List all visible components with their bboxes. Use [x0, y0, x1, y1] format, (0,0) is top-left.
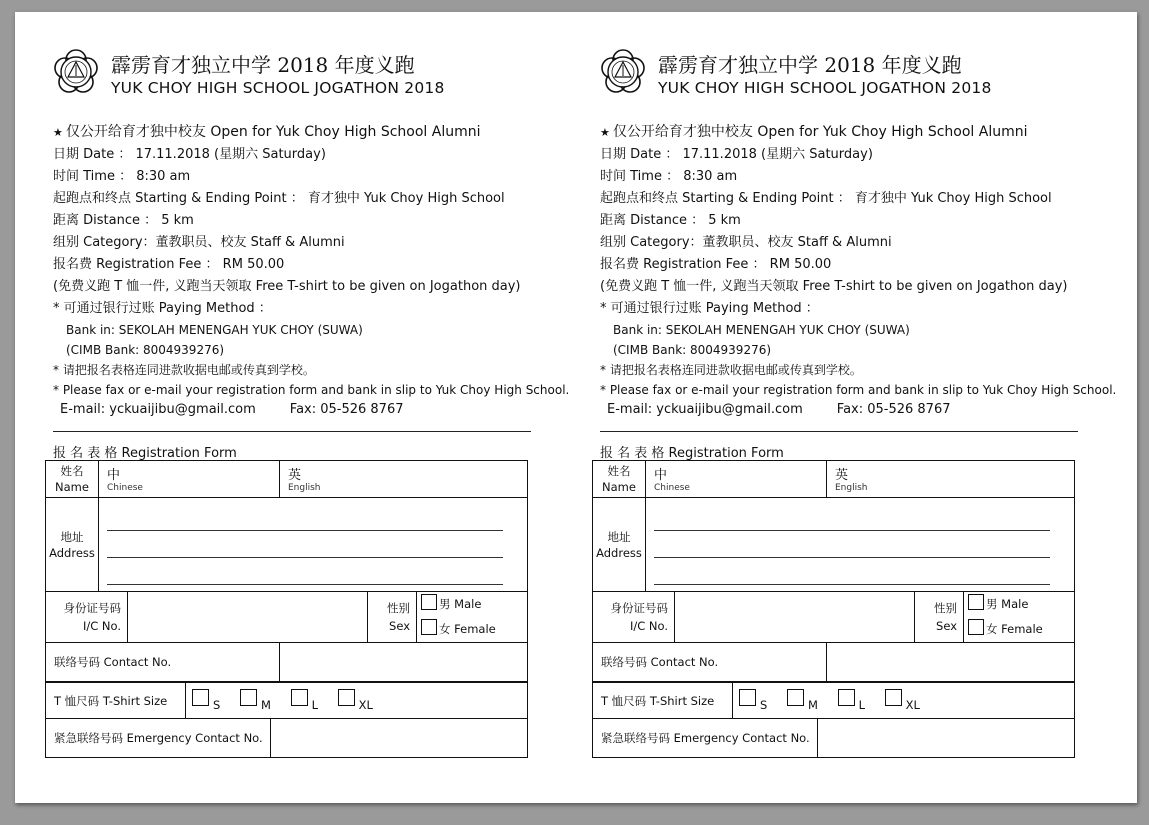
paying-method: * 可通过银行过账 Paying Method ： — [600, 301, 819, 316]
contact-field[interactable] — [827, 643, 1075, 682]
school-logo-icon — [600, 49, 646, 95]
ic-label: 身份证号码 I/C No. — [593, 592, 675, 643]
category-line: 组别 Category：董教职员、校友 Staff & Alumni — [53, 235, 345, 250]
event-info — [600, 120, 1117, 420]
checkbox-icon — [838, 689, 855, 706]
email: E-mail: yckuaijibu@gmail.com — [60, 402, 256, 417]
female-checkbox[interactable]: 女 Female — [968, 617, 1074, 642]
star-icon: ★ — [53, 126, 63, 139]
name-label: 姓名 Name — [46, 461, 99, 498]
fax: Fax: 05-526 8767 — [836, 402, 951, 417]
star-icon: ★ — [600, 126, 610, 139]
sex-label: 性别 Sex — [915, 592, 964, 643]
size-m-checkbox[interactable]: M — [787, 689, 818, 712]
shirt-size-options — [733, 683, 1075, 719]
note-chinese: * 请把报名表格连同进款收据电邮或传真到学校。 — [53, 363, 315, 377]
title-chinese: 霹雳育才独立中学 2018 年度义跑 — [111, 53, 415, 77]
shirt-size-row-right — [592, 682, 1075, 719]
note-english: * Please fax or e-mail your registration form and bank in slip to Yuk Choy High School. — [600, 383, 1117, 397]
size-s-checkbox[interactable]: S — [192, 689, 220, 712]
title-chinese: 霹雳育才独立中学 2018 年度义跑 — [658, 53, 962, 77]
size-l-checkbox[interactable]: L — [838, 689, 865, 712]
registration-table — [45, 460, 528, 682]
date-line: 日期 Date ： 17.11.2018 (星期六 Saturday) — [600, 147, 873, 162]
female-checkbox[interactable]: 女 Female — [421, 617, 527, 642]
form-title: 报 名 表 格 Registration Form — [600, 446, 784, 461]
checkbox-icon — [787, 689, 804, 706]
sex-options — [417, 592, 528, 643]
checkbox-icon — [739, 689, 756, 706]
english-name-field[interactable]: 英 English — [280, 461, 528, 498]
open-for-line: ★ 仅公开给育才独中校友 Open for Yuk Choy High School Alumni — [53, 124, 481, 140]
fee-line: 报名费 Registration Fee ： RM 50.00 — [600, 257, 832, 272]
checkbox-icon — [192, 689, 209, 706]
address-field[interactable] — [99, 498, 528, 592]
cimb-account: (CIMB Bank: 8004939276) — [613, 343, 772, 357]
cimb-account: (CIMB Bank: 8004939276) — [66, 343, 225, 357]
school-logo-icon — [53, 49, 99, 95]
address-label: 地址 Address — [593, 498, 646, 592]
emergency-row-left — [45, 718, 528, 758]
address-label: 地址 Address — [46, 498, 99, 592]
title-english: YUK CHOY HIGH SCHOOL JOGATHON 2018 — [111, 79, 445, 97]
size-m-checkbox[interactable]: M — [240, 689, 271, 712]
checkbox-icon — [968, 594, 984, 610]
divider — [600, 431, 1078, 432]
contact-label: 联络号码 Contact No. — [593, 643, 827, 682]
ic-field[interactable] — [675, 592, 915, 643]
point-line: 起跑点和终点 Starting & Ending Point ： 育才独中 Yuk Choy High School — [600, 191, 1052, 206]
ic-field[interactable] — [128, 592, 368, 643]
point-line: 起跑点和终点 Starting & Ending Point ： 育才独中 Yuk Choy High School — [53, 191, 505, 206]
shirt-size-options — [186, 683, 528, 719]
sex-options — [964, 592, 1075, 643]
distance-line: 距离 Distance ： 5 km — [53, 213, 194, 228]
checkbox-icon — [885, 689, 902, 706]
contact-field[interactable] — [280, 643, 528, 682]
divider — [53, 431, 531, 432]
paying-method: * 可通过银行过账 Paying Method ： — [53, 301, 272, 316]
time-line: 时间 Time ： 8:30 am — [600, 169, 738, 184]
checkbox-icon — [338, 689, 355, 706]
category-line: 组别 Category：董教职员、校友 Staff & Alumni — [600, 235, 892, 250]
checkbox-icon — [240, 689, 257, 706]
sex-label: 性别 Sex — [368, 592, 417, 643]
event-info — [53, 120, 570, 420]
size-l-checkbox[interactable]: L — [291, 689, 318, 712]
form-title: 报 名 表 格 Registration Form — [53, 446, 237, 461]
shirt-size-label: T 恤尺码 T-Shirt Size — [593, 683, 733, 719]
shirt-size-row-left — [45, 682, 528, 719]
size-xl-checkbox[interactable]: XL — [338, 689, 373, 712]
emergency-label: 紧急联络号码 Emergency Contact No. — [46, 719, 271, 758]
size-xl-checkbox[interactable]: XL — [885, 689, 920, 712]
emergency-field[interactable] — [271, 719, 528, 758]
open-for-line: ★ 仅公开给育才独中校友 Open for Yuk Choy High School Alumni — [600, 124, 1028, 140]
shirt-size-label: T 恤尺码 T-Shirt Size — [46, 683, 186, 719]
tshirt-note: (免费义跑 T 恤一件, 义跑当天领取 Free T-shirt to be given on Jogathon day) — [600, 279, 1068, 294]
chinese-name-field[interactable]: 中 Chinese — [646, 461, 827, 498]
checkbox-icon — [421, 594, 437, 610]
contact-label: 联络号码 Contact No. — [46, 643, 280, 682]
checkbox-icon — [421, 619, 437, 635]
emergency-row-right — [592, 718, 1075, 758]
name-label: 姓名 Name — [593, 461, 646, 498]
checkbox-icon — [968, 619, 984, 635]
contact-line — [600, 400, 1080, 420]
email: E-mail: yckuaijibu@gmail.com — [607, 402, 803, 417]
chinese-name-field[interactable]: 中 Chinese — [99, 461, 280, 498]
bank-in: Bank in: SEKOLAH MENENGAH YUK CHOY (SUWA) — [613, 323, 910, 337]
ic-label: 身份证号码 I/C No. — [46, 592, 128, 643]
english-name-field[interactable]: 英 English — [827, 461, 1075, 498]
fee-line: 报名费 Registration Fee ： RM 50.00 — [53, 257, 285, 272]
emergency-field[interactable] — [818, 719, 1075, 758]
distance-line: 距离 Distance ： 5 km — [600, 213, 741, 228]
tshirt-note: (免费义跑 T 恤一件, 义跑当天领取 Free T-shirt to be given on Jogathon day) — [53, 279, 521, 294]
male-checkbox[interactable]: 男 Male — [968, 592, 1074, 617]
contact-line — [53, 400, 533, 420]
time-line: 时间 Time ： 8:30 am — [53, 169, 191, 184]
registration-table — [592, 460, 1075, 682]
size-s-checkbox[interactable]: S — [739, 689, 767, 712]
note-chinese: * 请把报名表格连同进款收据电邮或传真到学校。 — [600, 363, 862, 377]
emergency-label: 紧急联络号码 Emergency Contact No. — [593, 719, 818, 758]
bank-in: Bank in: SEKOLAH MENENGAH YUK CHOY (SUWA) — [66, 323, 363, 337]
fax: Fax: 05-526 8767 — [289, 402, 404, 417]
note-english: * Please fax or e-mail your registration form and bank in slip to Yuk Choy High School. — [53, 383, 570, 397]
address-field[interactable] — [646, 498, 1075, 592]
date-line: 日期 Date ： 17.11.2018 (星期六 Saturday) — [53, 147, 326, 162]
title-english: YUK CHOY HIGH SCHOOL JOGATHON 2018 — [658, 79, 992, 97]
male-checkbox[interactable]: 男 Male — [421, 592, 527, 617]
checkbox-icon — [291, 689, 308, 706]
